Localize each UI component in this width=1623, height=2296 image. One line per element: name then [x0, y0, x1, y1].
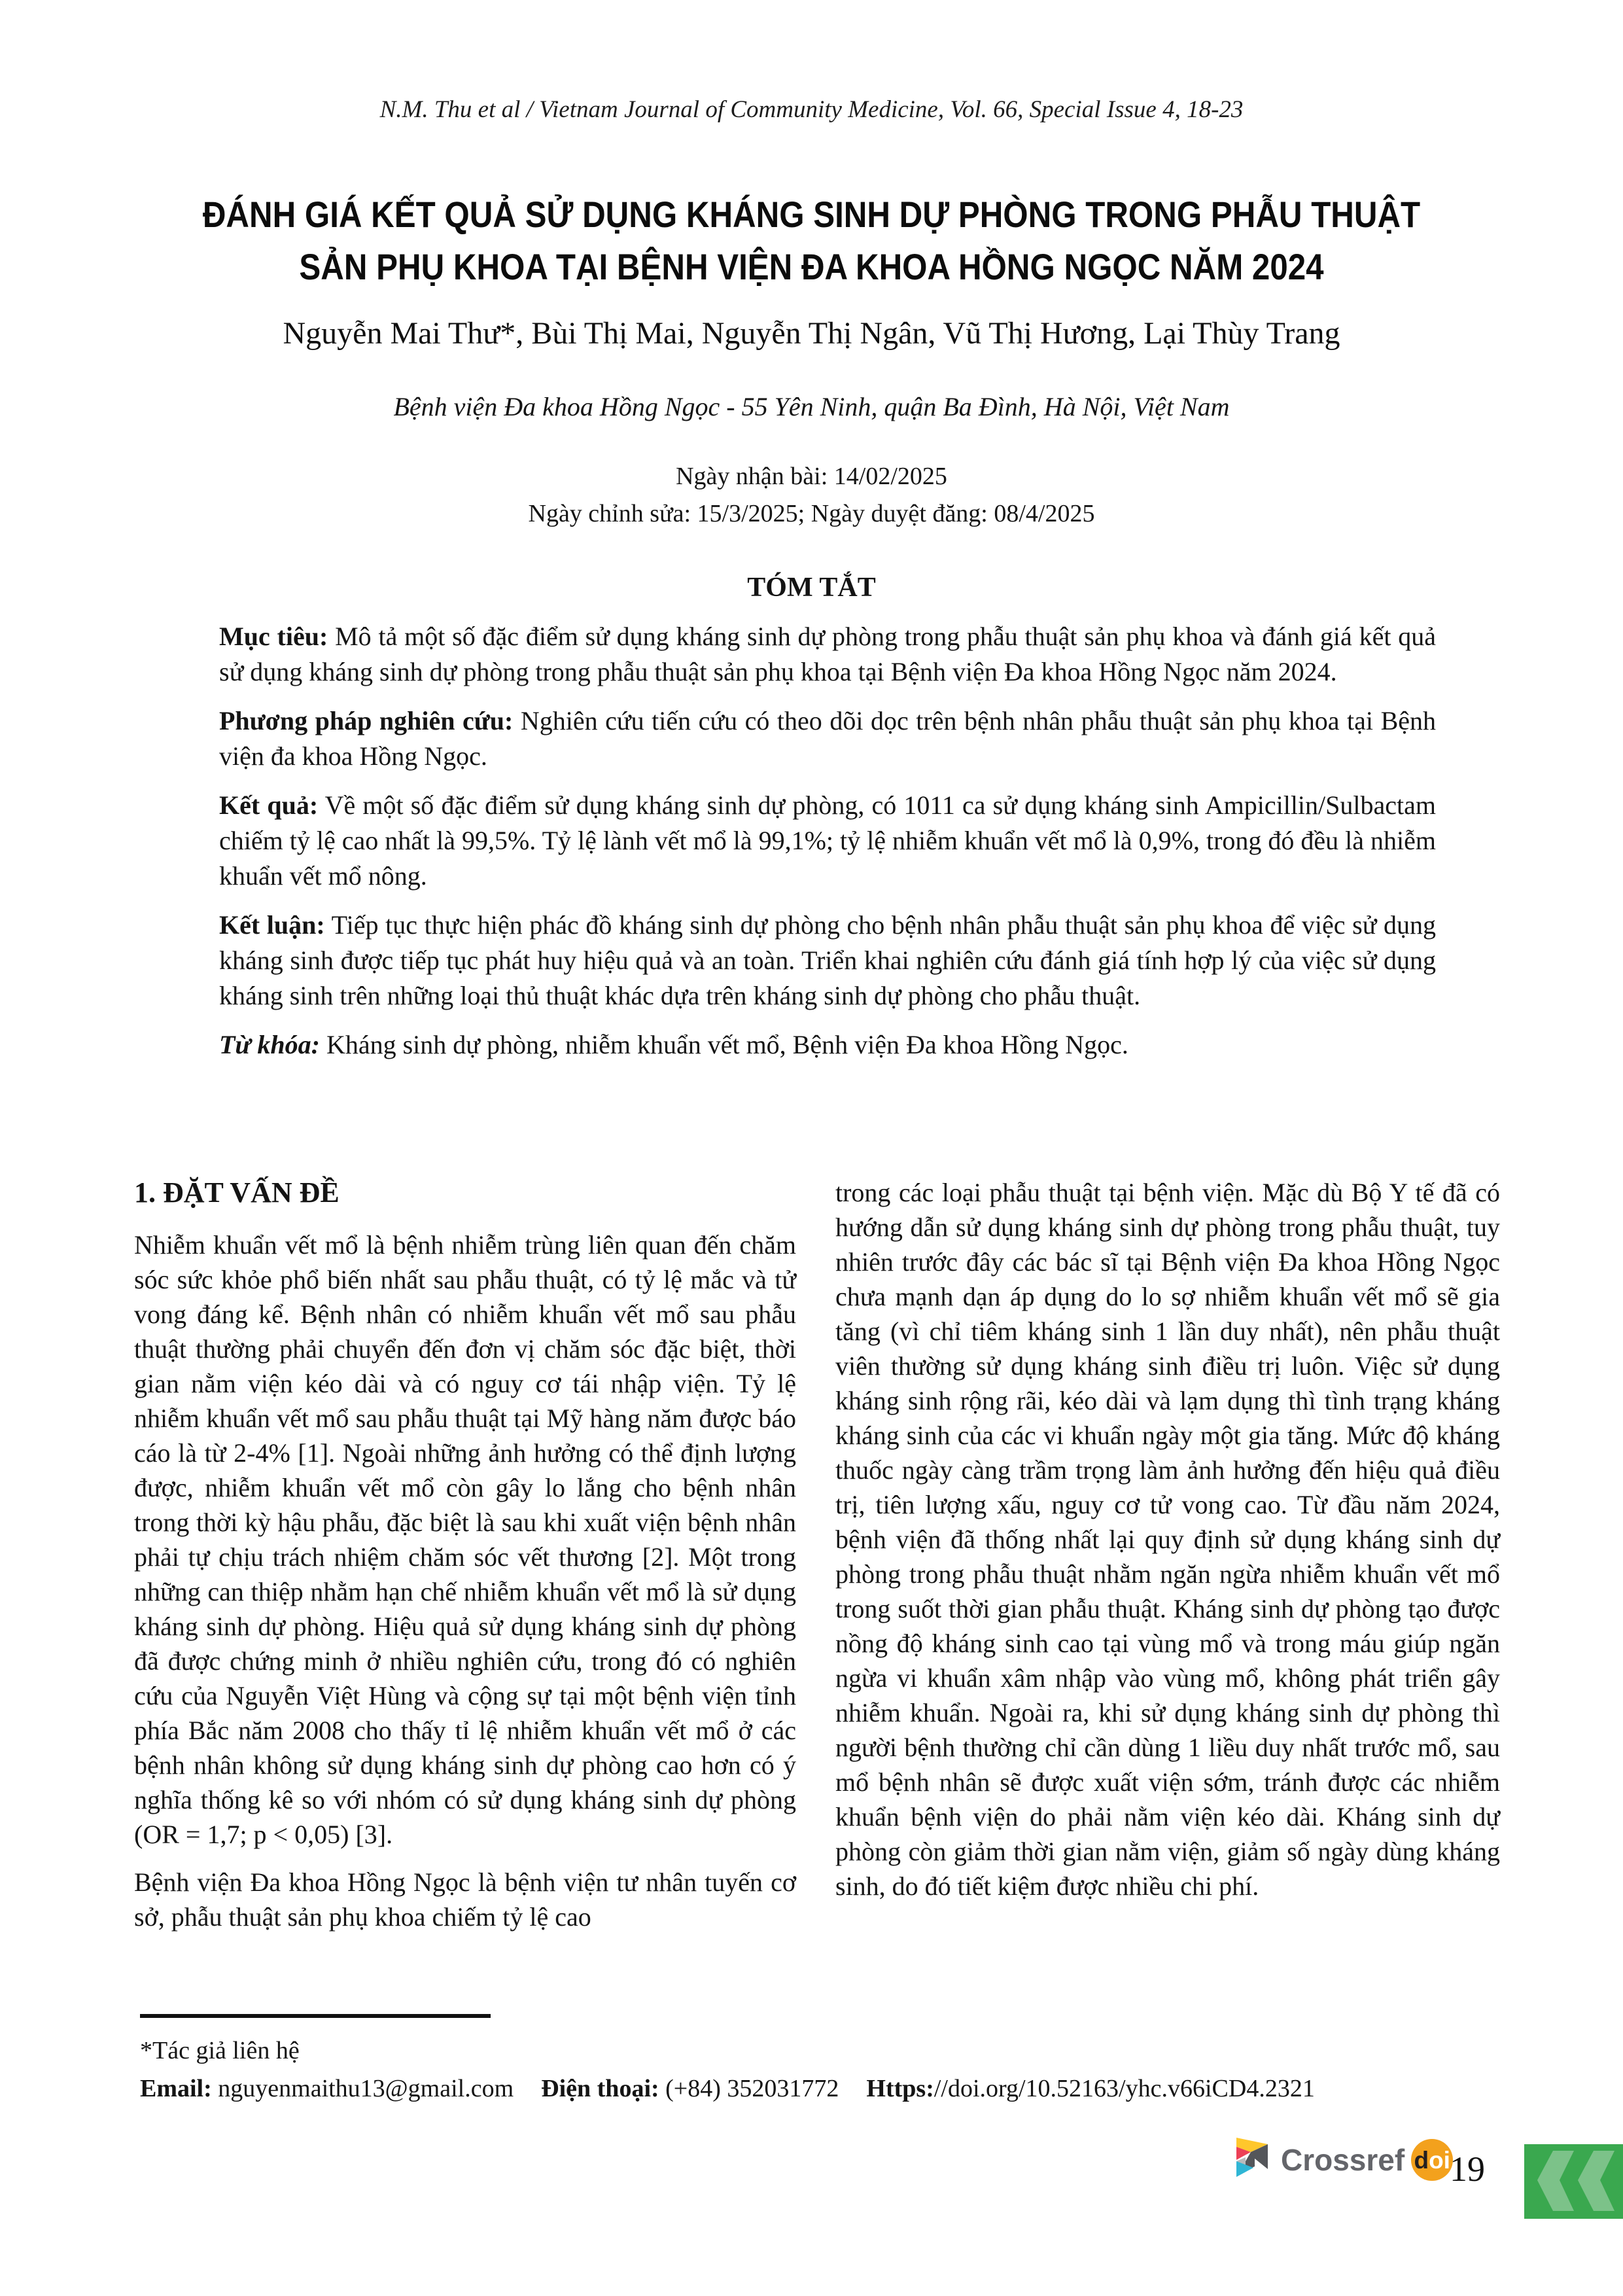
- article-title-line-1: ĐÁNH GIÁ KẾT QUẢ SỬ DỤNG KHÁNG SINH DỰ PHÒNG TRONG PHẪU THUẬT: [202, 194, 1421, 235]
- double-chevron-left-icon: [1524, 2144, 1623, 2219]
- bookmark-corner-icon: [1524, 2144, 1623, 2219]
- abstract-text-conclusion: Tiếp tục thực hiện phác đồ kháng sinh dự phòng cho bệnh nhân phẫu thuật sản phụ khoa để việc sử dụng kháng sinh được tiếp tục phát huy hiệu quả và an toàn. Triển khai nghiên cứu đánh giá tính hợp lý của việc sử dụng kháng sinh trên những loại thủ thuật khác dựa trên kháng sinh dự phòng cho phẫu thuật.: [219, 910, 1436, 1010]
- abstract-section: [219, 619, 1436, 1076]
- doi-value: //doi.org/10.52163/yhc.v66iCD4.2321: [934, 2075, 1315, 2102]
- abstract-text-results: Về một số đặc điểm sử dụng kháng sinh dự phòng, có 1011 ca sử dụng kháng sinh Ampicillin/Sulbactam chiếm tỷ lệ cao nhất là 99,5%. Tỷ lệ lành vết mổ là 99,1%; tỷ lệ nhiễm khuẩn vết mổ là 0,9%, trong đó đều là nhiễm khuẩn vết mổ nông.: [219, 790, 1437, 891]
- abstract-paragraph-conclusion: [219, 908, 1436, 1014]
- abstract-heading: TÓM TẮT: [747, 573, 876, 603]
- doi-label: Https:: [866, 2075, 934, 2102]
- abstract-text-objective: Mô tả một số đặc điểm sử dụng kháng sinh dự phòng trong phẫu thuật sản phụ khoa và đánh giá kết quả sử dụng kháng sinh dự phòng trong phẫu thuật sản phụ khoa tại Bệnh viện Đa khoa Hồng Ngọc năm 2024.: [219, 622, 1436, 686]
- doi-badge-icon: [1411, 2139, 1453, 2181]
- running-head-citation: N.M. Thu et al / Vietnam Journal of Community Medicine, Vol. 66, Special Issue 4, 18-23: [379, 96, 1244, 123]
- section-heading-intro: 1. ĐẶT VẤN ĐỀ: [134, 1176, 340, 1209]
- crossref-logo-icon: [1229, 2136, 1273, 2184]
- email-label: Email:: [140, 2075, 212, 2102]
- intro-paragraph-2-continued: trong các loại phẫu thuật tại bệnh viện. Mặc dù Bộ Y tế đã có hướng dẫn sử dụng kháng sinh dự phòng trong phẫu thuật, tuy nhiên trước đây các bác sĩ tại Bệnh viện Đa khoa Hồng Ngọc chưa mạnh dạn áp dụng do lo sợ nhiễm khuẩn vết mổ sẽ gia tăng (vì chỉ tiêm kháng sinh 1 lần duy nhất), nên phẫu thuật viên thường sử dụng kháng sinh điều trị luôn. Việc sử dụng kháng sinh rộng rãi, kéo dài và lạm dụng thì tình trạng kháng kháng sinh của các vi khuẩn ngày một gia tăng. Mức độ kháng thuốc ngày càng trầm trọng làm ảnh hưởng đến hiệu quả điều trị, tiên lượng xấu, nguy cơ tử vong cao. Từ đầu năm 2024, bệnh viện đã thống nhất lại quy định sử dụng kháng sinh dự phòng trong phẫu thuật nhằm ngăn ngừa nhiễm khuẩn vết mổ trong suốt thời gian phẫu thuật. Kháng sinh dự phòng tạo được nồng độ kháng sinh cao tại vùng mổ và trong máu giúp ngăn ngừa vi khuẩn xâm nhập vào vùng mổ, không phát triển gây nhiễm khuẩn. Ngoài ra, khi sử dụng kháng sinh dự phòng thì người bệnh thường chỉ cần dùng 1 liều duy nhất trước mổ, sau mổ bệnh nhân sẽ được xuất viện sớm, tránh được các nhiễm khuẩn bệnh viện do phải nằm viện kéo dài. Kháng sinh dự phòng còn giảm thời gian nằm viện, giảm số ngày dùng kháng sinh, do đó tiết kiệm được nhiều chi phí.: [835, 1178, 1500, 1901]
- email-value: nguyenmaithu13@gmail.com: [211, 2075, 514, 2102]
- body-column-left: [134, 1175, 796, 1947]
- date-received: Ngày nhận bài: 14/02/2025: [676, 463, 947, 490]
- abstract-paragraph-methods: [219, 703, 1436, 774]
- contact-line: [140, 2074, 1488, 2103]
- body-column-right: [835, 1175, 1500, 1916]
- footnote-divider: [140, 2014, 491, 2018]
- affiliation-line: Bệnh viện Đa khoa Hồng Ngọc - 55 Yên Ninh, quận Ba Đình, Hà Nội, Việt Nam: [393, 392, 1230, 421]
- authors-line: Nguyễn Mai Thư*, Bùi Thị Mai, Nguyễn Thị Ngân, Vũ Thị Hương, Lại Thùy Trang: [283, 316, 1340, 351]
- doi-segment: [866, 2074, 1314, 2103]
- phone-value: (+84) 352031772: [659, 2075, 839, 2102]
- keywords-label: Từ khóa:: [219, 1030, 320, 1059]
- intro-paragraph-1: Nhiễm khuẩn vết mổ là bệnh nhiễm trùng liên quan đến chăm sóc sức khỏe phổ biến nhất sau phẫu thuật, có tỷ lệ mắc và tử vong đáng kể. Bệnh nhân có nhiễm khuẩn vết mổ sau phẫu thuật thường phải chuyển đến đơn vị chăm sóc đặc biệt, thời gian nằm viện kéo dài và có nguy cơ tái nhập viện. Tỷ lệ nhiễm khuẩn vết mổ sau phẫu thuật tại Mỹ hàng năm được báo cáo là từ 2-4% [1]. Ngoài những ảnh hưởng có thể định lượng được, nhiễm khuẩn vết mổ còn gây lo lắng cho bệnh nhân trong thời kỳ hậu phẫu, đặc biệt là sau khi xuất viện bệnh nhân phải tự chịu trách nhiệm chăm sóc vết thương [2]. Một trong những can thiệp nhằm hạn chế nhiễm khuẩn vết mổ là sử dụng kháng sinh dự phòng. Hiệu quả sử dụng kháng sinh dự phòng đã được chứng minh ở nhiều nghiên cứu, trong đó có nghiên cứu của Nguyễn Việt Hùng và cộng sự tại một bệnh viện tỉnh phía Bắc năm 2008 cho thấy tỉ lệ nhiễm khuẩn vết mổ ở các bệnh nhân không sử dụng kháng sinh dự phòng cao hơn có ý nghĩa thống kê so với nhóm có sử dụng kháng sinh dự phòng (OR = 1,7; p < 0,05) [3].: [134, 1230, 796, 1849]
- phone-label: Điện thoại:: [541, 2075, 659, 2102]
- corresponding-author-note: *Tác giả liên hệ: [140, 2037, 300, 2064]
- abstract-text-methods: Nghiên cứu tiến cứu có theo dõi dọc trên bệnh nhân phẫu thuật sản phụ khoa tại Bệnh viện đa khoa Hồng Ngọc.: [219, 706, 1436, 771]
- email-segment: [140, 2074, 514, 2103]
- abstract-label-objective: Mục tiêu:: [219, 622, 328, 651]
- crossref-doi-brand: [1229, 2137, 1453, 2183]
- keywords-text: Kháng sinh dự phòng, nhiễm khuẩn vết mổ, Bệnh viện Đa khoa Hồng Ngọc.: [319, 1030, 1128, 1059]
- abstract-keywords: [219, 1027, 1436, 1063]
- dates-block: [0, 458, 1623, 533]
- abstract-label-methods: Phương pháp nghiên cứu:: [219, 706, 514, 735]
- article-title: [97, 188, 1526, 293]
- abstract-paragraph-objective: [219, 619, 1436, 690]
- abstract-label-conclusion: Kết luận:: [219, 910, 325, 940]
- doi-badge-d: d: [1414, 2146, 1429, 2174]
- crossref-wordmark: Crossref: [1281, 2143, 1405, 2177]
- phone-segment: [541, 2074, 839, 2103]
- doi-badge-oi: oi: [1429, 2146, 1450, 2174]
- date-revised-accepted: Ngày chỉnh sửa: 15/3/2025; Ngày duyệt đăng: 08/4/2025: [528, 500, 1095, 527]
- abstract-label-results: Kết quả:: [219, 790, 319, 820]
- abstract-paragraph-results: [219, 788, 1436, 894]
- page-number: 19: [1450, 2149, 1485, 2189]
- article-title-line-2: SẢN PHỤ KHOA TẠI BỆNH VIỆN ĐA KHOA HỒNG NGỌC NĂM 2024: [299, 246, 1324, 287]
- intro-paragraph-2: Bệnh viện Đa khoa Hồng Ngọc là bệnh viện tư nhân tuyến cơ sở, phẫu thuật sản phụ khoa chiếm tỷ lệ cao: [134, 1867, 796, 1932]
